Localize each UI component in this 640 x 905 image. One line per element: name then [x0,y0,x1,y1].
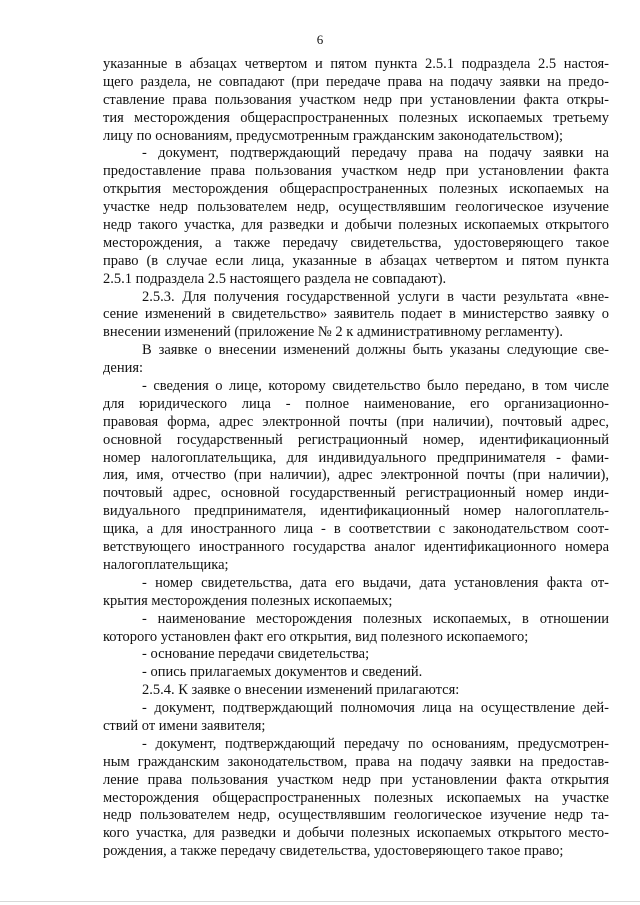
text-line: - наименование месторождения полезных ископаемых, в отношении [142,610,609,627]
text-line: ствий от имени заявителя; [103,717,266,734]
text-line: открытия месторождения общераспространенных полезных ископаемых на [103,181,609,198]
text-line: - сведения о лице, которому свидетельство было передано, в том числе [142,378,609,395]
text-line: - номер свидетельства, дата его выдачи, дата установления факта от- [142,574,609,591]
text-line: 2.5.4. К заявке о внесении изменений прилагаются: [142,682,460,699]
text-line: правовая форма, адрес электронной почты (при наличии), почтовый адрес, [103,413,609,430]
text-line: предоставление права пользования участком недр при установлении факта [103,163,609,180]
text-line: 2.5.3. Для получения государственной услуги в части результата «вне- [142,288,609,305]
text-line: щего раздела, не совпадают (при передаче права на подачу заявки на предо- [103,73,609,90]
text-line: месторождения общераспространенных полезных ископаемых на участке [103,789,609,806]
text-line: месторождения, а также передачу свидетельства, удостоверяющего такое [103,234,609,251]
text-line: налогоплательщика; [103,556,229,573]
text-line: кого участка, для разведки и добычи полезных ископаемых открытого место- [103,825,609,842]
text-line: - документ, подтверждающий передачу права на подачу заявки на [142,145,609,162]
text-line: участке недр пользователем недр, осуществлявшим геологическое изучение [103,199,609,216]
text-line: указанные в абзацах четвертом и пятом пункта 2.5.1 подраздела 2.5 настоя- [103,56,609,72]
text-line: недр такого участка, для разведки и добычи полезных ископаемых открытого [103,217,609,234]
document-body [103,56,609,861]
text-line: сение изменений в свидетельство» заявитель подает в министерство заявку о [103,306,609,323]
text-line: - документ, подтверждающий передачу по основаниям, предусмотрен- [142,735,609,752]
text-line: В заявке о внесении изменений должны быть указаны следующие све- [142,342,609,359]
text-line: дения: [103,360,144,377]
text-line: тия месторождения общераспространенных полезных ископаемых третьему [103,109,609,126]
text-line: крытия месторождения полезных ископаемых; [103,592,393,609]
text-line: ление права пользования участком недр при установлении факта открытия [103,771,609,788]
text-line: лицу по основаниям, предусмотренным гражданским законодательством); [103,127,564,144]
text-line: ветствующего иностранного государства аналог идентификационного номера [103,539,609,556]
text-line: основной государственный регистрационный номер, идентификационный [103,431,609,448]
page-number: 6 [316,32,324,47]
text-line: внесении изменений (приложение № 2 к административному регламенту). [103,324,563,341]
text-line: право (в случае если лица, указанные в абзацах четвертом и пятом пункта [103,252,609,269]
text-line: щика, а для иностранного лица - в соответствии с законодательством соот- [103,521,609,538]
text-line: лия, имя, отчество (при наличии), адрес электронной почты (при наличии), [103,467,609,484]
text-line: - основание передачи свидетельства; [142,646,370,663]
text-line: почтовый адрес, основной государственный регистрационный номер инди- [103,485,609,502]
text-line: недр пользователем недр, осуществлявшим геологическое изучение недр та- [103,807,609,824]
text-line: ным гражданским законодательством, права на подачу заявки на предостав- [103,753,609,770]
text-line: 2.5.1 подраздела 2.5 настоящего раздела не совпадают). [103,270,447,287]
text-line: - опись прилагаемых документов и сведений. [142,664,423,681]
text-line: - документ, подтверждающий полномочия лица на осуществление дей- [142,700,609,717]
text-line: видуального предпринимателя, идентификационный номер налогоплатель- [103,503,609,520]
text-line: номер налогоплательщика, для индивидуального предпринимателя - фами- [103,449,609,466]
text-line: ставление права пользования участком недр при установлении факта откры- [103,91,609,108]
text-line: для юридического лица - полное наименование, его организационно- [103,395,609,412]
text-line: рождения, а также передачу свидетельства, удостоверяющего такое право; [103,843,564,860]
text-line: которого установлен факт его открытия, вид полезного ископаемого; [103,628,529,645]
scan-edge-divider [0,901,640,902]
